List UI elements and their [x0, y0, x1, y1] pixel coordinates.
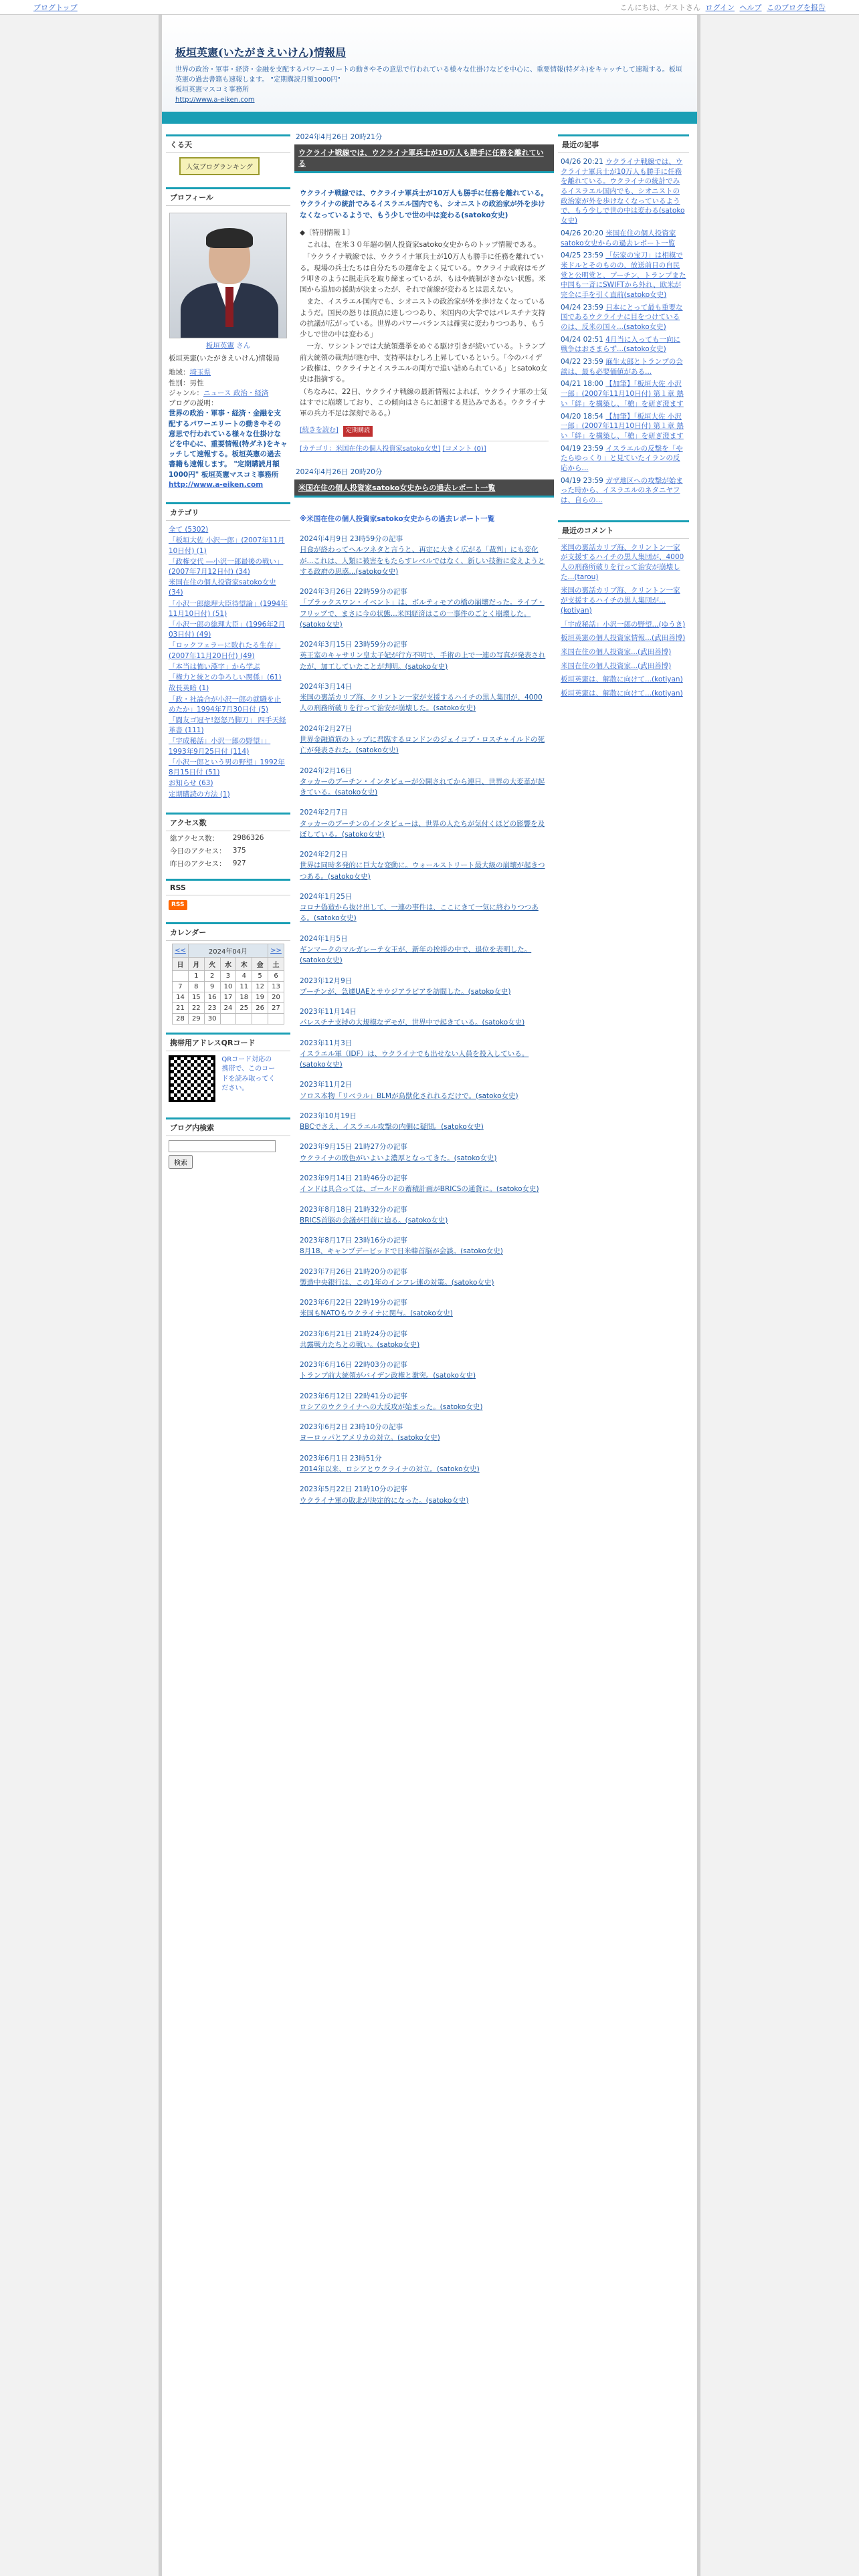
- post-category-link[interactable]: [カテゴリ：米国在住の個人投資家satoko女史]: [300, 445, 441, 453]
- calendar-day: [173, 970, 189, 981]
- calendar-day: 2: [204, 970, 220, 981]
- report-date: 2024年3月26日 22時59分の記事: [300, 588, 407, 597]
- genre-label: ジャンル：: [169, 389, 204, 397]
- recent-post-link[interactable]: 4月当に入っても一向に戦争はおさまらず...(satoko女史): [561, 335, 680, 354]
- rss-icon[interactable]: RSS: [169, 900, 187, 910]
- post-paragraph: ◆〔特別情報１〕: [300, 228, 355, 237]
- post-paragraph: これは、在米３０年超の個人投資家satoko女史からのトップ情報である。: [300, 241, 541, 249]
- calendar-day: [252, 1013, 268, 1024]
- report-link[interactable]: 英王室のキャサリン皇太子妃が行方不明で、手術の上で一連の写真が発表されたが、加工していたことが判明。(satoko女史): [300, 651, 546, 671]
- recent-post-date: 04/19 23:59: [561, 476, 603, 485]
- ranking-button[interactable]: 人気ブログランキング: [179, 157, 260, 175]
- blog-description: 世界の政治・軍事・経済・金融を支配するパワーエリートの動きやその意思で行われている様々な仕掛けなどを中心に、重要情報(特ダネ)をキャッチして速報する。板垣英憲の過去書籍も速報します。 "定期購読月額1000円": [175, 66, 682, 84]
- post-title-link[interactable]: 米国在住の個人投資家satoko女史からの過去レポート一覧: [298, 483, 496, 492]
- post-title: [294, 479, 554, 498]
- report-date: 2024年1月25日: [300, 892, 353, 901]
- read-more-link[interactable]: [続きを読む]: [300, 427, 339, 435]
- report-date: 2023年6月22日 22時19分の記事: [300, 1299, 407, 1307]
- recent-comment-link[interactable]: 米国在住の個人投資家...(武田善博): [561, 661, 672, 670]
- calendar-day: 17: [220, 992, 236, 1002]
- recent-post-item: [561, 303, 686, 332]
- profile-name-link[interactable]: 板垣英憲: [205, 342, 234, 350]
- recent-posts: [558, 153, 689, 512]
- calendar-day: 28: [173, 1013, 189, 1024]
- report-link[interactable]: 2014年以来、ロシアとウクライナの対立。(satoko女史): [300, 1465, 480, 1474]
- report-link[interactable]: 「ブラックスワン・イベント」は、ボルティモアの橋の崩壊だった。ライブ・フリップで、まさに今の状態...米国経済はこの一事件のごとく崩壊した。(satoko女史): [300, 599, 545, 629]
- weekday: 日: [173, 957, 189, 970]
- recent-post-item: [561, 357, 686, 377]
- category-item[interactable]: お知らせ (63): [169, 779, 213, 788]
- rank-section-title: くる天: [166, 134, 290, 153]
- recent-post-item: [561, 157, 686, 226]
- report-link[interactable]: コロナ偽造から抜け出して、一連の事件は、ここにきて一気に終わりつつある。(satoko女史): [300, 903, 539, 923]
- right-sidebar: [558, 126, 689, 1513]
- report-date: 2023年9月15日 21時27分の記事: [300, 1143, 407, 1152]
- calendar-day: 9: [204, 981, 220, 992]
- calendar-day: 20: [268, 992, 284, 1002]
- weekday: 木: [236, 957, 252, 970]
- blog-intro-url[interactable]: http://www.a-eiken.com: [169, 480, 264, 489]
- gender-label: 性別：: [169, 379, 190, 387]
- user-links: [619, 2, 826, 13]
- category-item[interactable]: 「小沢一郎という男の野望」1992年8月15日付 (51): [169, 758, 285, 777]
- report-link[interactable]: プーチンが、急遽UAEとサウジアラビアを訪問した。(satoko女史): [300, 987, 511, 996]
- calendar-day: [268, 1013, 284, 1024]
- qr-instructions: QRコード対応の携帯で、このコードを読み取ってください。: [221, 1055, 276, 1093]
- calendar-prev[interactable]: <<: [175, 946, 186, 954]
- calendar-day: 21: [173, 1002, 189, 1013]
- blog-top-link[interactable]: ブログトップ: [33, 3, 78, 12]
- weekday: 火: [204, 957, 220, 970]
- recent-comment-item: [561, 633, 686, 643]
- recent-comment-link[interactable]: 板垣英憲は、解散に向けて...(kotiyan): [561, 675, 683, 684]
- rss-section-title: RSS: [166, 879, 290, 895]
- calendar-day: 27: [268, 1002, 284, 1013]
- recent-post-item: [561, 335, 686, 354]
- recent-post-link[interactable]: ガザ地区への攻撃が始まった時から、イスラエルのネタニヤフは、自らの...: [561, 476, 683, 504]
- recent-post-link[interactable]: 日本にとって最も重要な国であるウクライナに目をつけているのは、反米の国々...(satoko女史): [561, 303, 683, 331]
- help-link[interactable]: ヘルプ: [739, 3, 762, 12]
- recent-post-item: [561, 412, 686, 441]
- profile-name-line: [169, 341, 288, 351]
- weekday: 土: [268, 957, 284, 970]
- post-paragraph: また、イスラエル国内でも、シオニストの政治家が外を歩けなくなっているようだ。国民の怒りは頂点に達しつつあり、米国内の大学ではパレスチナ支持の抗議が広がっている。世界のパワーバランスは確実に変わりつつあり、もう少しで世の中は変わる」: [300, 298, 545, 339]
- report-date: 2024年2月2日: [300, 851, 348, 859]
- report-link[interactable]: 世界は同時多発的に巨大な変動に。ウォールストリート最大級の崩壊が起きつつある。(satoko女史): [300, 861, 545, 881]
- report-link[interactable]: パレスチナ支持の大規模なデモが、世界中で起きている。(satoko女史): [300, 1018, 525, 1027]
- recent-post-date: 04/25 23:59: [561, 251, 603, 260]
- recent-comment-item: [561, 647, 686, 657]
- recent-post-item: [561, 444, 686, 473]
- genre-link[interactable]: ニュース 政治・経済: [203, 389, 269, 397]
- category-item[interactable]: 「宇成秘話」小沢一郎の野望」」1993年9月25日付 (114): [169, 737, 271, 756]
- recent-post-date: 04/19 23:59: [561, 444, 603, 453]
- report-link[interactable]: ロシアのウクライナへの大反攻が始まった。(satoko女史): [300, 1402, 483, 1411]
- calendar-day: 24: [220, 1002, 236, 1013]
- report-date: 2024年2月27日: [300, 724, 353, 733]
- category-item[interactable]: 「ロックフェラーに敗れたる生存」(2007年11月20日付) (49): [169, 641, 281, 660]
- calendar-section-title: カレンダー: [166, 922, 290, 941]
- recent-comment-link[interactable]: 米国の裏話カリブ海、クリントン一家が支援するハイチの黒人集団が、4000人の刑務所破りを行って治安が崩壊した...(tarou): [561, 543, 684, 581]
- blog-description-office: 板垣英憲マスコミ事務所: [175, 86, 249, 94]
- report-date: 2023年8月18日 21時32分の記事: [300, 1205, 407, 1214]
- gender-value: 男性: [189, 379, 204, 387]
- category-item[interactable]: 故長英暗 (1): [169, 684, 209, 693]
- category-item[interactable]: 米国在住の個人投資家satoko女史 (34): [169, 578, 276, 597]
- recent-post-item: [561, 476, 686, 506]
- report-date: 2023年7月26日 21時20分の記事: [300, 1267, 407, 1276]
- main-content: [294, 126, 554, 1513]
- report-link[interactable]: ギンマークのマルガレーテ女王が、新年の挨拶の中で、退位を表明した。(satoko女史): [300, 945, 532, 965]
- search-button[interactable]: 検索: [169, 1155, 193, 1169]
- recent-comment-link[interactable]: 「宇成秘話」小沢一郎の野望...(ゆうき): [561, 620, 686, 629]
- report-date: 2024年2月16日: [300, 766, 353, 775]
- report-link[interactable]: 8月18、キャンプデービッドで日米韓首脳が会談。(satoko女史): [300, 1247, 503, 1256]
- post-date: 2024年4月26日 20時21分: [296, 133, 383, 141]
- access-value: 927: [232, 859, 246, 868]
- report-date: 2024年3月15日 23時59分の記事: [300, 641, 407, 649]
- category-item[interactable]: 定期購読の方法 (1): [169, 790, 230, 798]
- calendar-day: 19: [252, 992, 268, 1002]
- category-item[interactable]: 「政権交代 ―小沢一郎最後の戦い」(2007年7月12日付) (34): [169, 557, 284, 576]
- recent-post-link[interactable]: 米国在住の個人投資家satoko女史からの過去レポート一覧: [561, 229, 676, 247]
- category-item[interactable]: 「権力と統との争ろしい関係」(61): [169, 673, 282, 682]
- report-date: 2024年3月14日: [300, 682, 353, 691]
- report-date: 2023年11月3日: [300, 1039, 353, 1047]
- category-item[interactable]: 「小沢一郎の総理大臣」(1996年2月03日付) (49): [169, 621, 285, 639]
- calendar-day: 22: [188, 1002, 204, 1013]
- post-title: [294, 144, 554, 173]
- report-link[interactable]: 米国の裏話カリブ海、クリントン一家が支援するハイチの黒人集団が、4000人の刑務所破りを行って治安が崩壊した。(satoko女史): [300, 693, 543, 713]
- recent-comment-item: [561, 543, 686, 582]
- access-label: 昨日のアクセス：: [170, 859, 226, 868]
- weekday: 金: [252, 957, 268, 970]
- post-paragraph: （ちなみに、22日、ウクライナ戦線の最新情報によれば、ウクライナ軍の士気はすでに崩壊しており、この傾向はさらに加速する見込みである。ウクライナ軍の兵力不足は深刻である。）: [300, 387, 547, 418]
- report-link[interactable]: ソロス本物「リベラル」BLMが鳥獣化されれるだけで。(satoko女史): [300, 1091, 518, 1100]
- report-date: 2023年10月19日: [300, 1111, 357, 1120]
- post-paragraph: 一方、ワシントンでは大統領選挙をめぐる駆け引きが続いている。トランプ前大統領の裁判が進む中、支持率はむしろ上昇しているという。「今のバイデン政権は、ウクライナとイスラエルの両方で追い詰められている」とsatoko女史は指摘する。: [300, 342, 548, 384]
- report-date: 2023年6月1日 23時51分: [300, 1454, 382, 1463]
- recent-comment-link[interactable]: 米国在住の個人投資家...(武田善博): [561, 647, 672, 656]
- blog-url-link[interactable]: http://www.a-eiken.com: [175, 96, 255, 104]
- report-link[interactable]: 共露戦力たちとの戦い。(satoko女史): [300, 1340, 420, 1349]
- access-label: 今日のアクセス：: [170, 847, 226, 855]
- top-bar: [0, 0, 859, 15]
- report-link[interactable]: ウクライナの敗色がいよいよ濃厚となってきた。(satoko女史): [300, 1154, 497, 1162]
- calendar-day: 1: [188, 970, 204, 981]
- report-link[interactable]: このブログを报告: [767, 3, 826, 12]
- report-link[interactable]: 製造中央銀行は、この1年のインフレ連の対策。(satoko女史): [300, 1278, 494, 1287]
- recent-comment-item: [561, 689, 686, 699]
- category-item[interactable]: 「小沢一郎総理大臣待望論」(1994年11月10日付) (51): [169, 599, 288, 618]
- recent-post-date: 04/26 20:20: [561, 229, 603, 237]
- category-list: [166, 521, 290, 804]
- login-link[interactable]: ログイン: [705, 3, 735, 12]
- category-item[interactable]: 「政・社論合が小沢一郎の就職を止めたか」1994年7月30日付 (5): [169, 695, 281, 714]
- category-item[interactable]: 「板垣大佐 小沢一郎」(2007年11月10日付) (1): [169, 536, 285, 555]
- calendar-day: 29: [188, 1013, 204, 1024]
- recent-post-item: [561, 229, 686, 248]
- profile-section-title: プロフィール: [166, 187, 290, 206]
- search-section-title: ブログ内検索: [166, 1117, 290, 1136]
- post-paragraph: 「ウクライナ戦線では、ウクライナ軍兵士が10万人も勝手に任務を離れている。現場の兵士たちは自分たちの運命をよく見ている。ウクライナ政府はモグラ叩きのように脱走兵を取り締まっているが、もはや統制がきかない状態。米国から追加の援助が決まったが、それで前線が変わるとは思えない。: [300, 253, 546, 294]
- report-date: 2023年12月9日: [300, 976, 353, 985]
- post-comment-link[interactable]: [コメント (0)]: [442, 445, 486, 453]
- calendar-day: 5: [252, 970, 268, 981]
- calendar-day: 12: [252, 981, 268, 992]
- recent-post-date: 04/24 02:51: [561, 335, 603, 344]
- recent-comment-link[interactable]: 板垣英憲は、解散に向けて...(kotiyan): [561, 689, 683, 697]
- calendar-day: 30: [204, 1013, 220, 1024]
- category-item[interactable]: 「闘友ゴ冠ヤ!怒怒乃脚刀」 四手天経革書 (111): [169, 716, 286, 735]
- recent-post-date: 04/22 23:59: [561, 358, 603, 366]
- report-link[interactable]: BBCでさえ、イスラエル攻撃の内側に疑問。(satoko女史): [300, 1123, 484, 1132]
- calendar-day: 18: [236, 992, 252, 1002]
- report-link[interactable]: BRICS首脳の会議が目前に迫る。(satoko女史): [300, 1216, 448, 1224]
- recent-comments-title: 最近のコメント: [558, 520, 689, 539]
- subscription-badge: 定期購読: [343, 426, 373, 437]
- profile-san: さん: [236, 342, 251, 350]
- calendar-day: 8: [188, 981, 204, 992]
- report-link[interactable]: トランプ前大統領がバイデン政権と激突。(satoko女史): [300, 1372, 476, 1380]
- calendar-day: 16: [204, 992, 220, 1002]
- report-link[interactable]: 日食が終わってヘルツネタと言うと、再定に大きく広がる「裁判」にも変化が...これは、人類に被害をもたらすレベルではなく、新しい技術に変えようとする政府の思惑...(satoko女史): [300, 546, 545, 576]
- calendar-day: 3: [220, 970, 236, 981]
- weekday: 月: [188, 957, 204, 970]
- report-date: 2023年8月17日 23時16分の記事: [300, 1237, 407, 1245]
- calendar-day: 13: [268, 981, 284, 992]
- qr-section-title: 携帯用アドレスQRコード: [166, 1033, 290, 1051]
- report-date: 2023年9月14日 21時46分の記事: [300, 1174, 407, 1182]
- post-text: [300, 227, 549, 419]
- category-section-title: カテゴリ: [166, 502, 290, 521]
- blog-intro-label: ブログの説明：: [169, 399, 218, 408]
- report-date: 2023年6月16日 22時03分の記事: [300, 1361, 407, 1370]
- report-link[interactable]: 米国もNATOもウクライナに関与。(satoko女史): [300, 1309, 453, 1318]
- recent-post-link[interactable]: イスラエルの反撃を「やたらゆっくり」と見ていたイランの反応から...: [561, 444, 683, 472]
- calendar-day: [220, 1013, 236, 1024]
- report-date: 2024年4月9日 23時59分の記事: [300, 535, 403, 544]
- access-section-title: アクセス数: [166, 813, 290, 831]
- recent-post-date: 04/20 18:54: [561, 412, 603, 421]
- blog-title-link[interactable]: 板垣英憲(いたがきえいけん)情報局: [175, 46, 347, 59]
- recent-post-date: 04/21 18:00: [561, 380, 603, 389]
- report-link[interactable]: タッカーのプーチンのインタビューは、世界の人たちが気付くほどの影響を及ぼしている。(satoko女史): [300, 819, 545, 839]
- recent-posts-title: 最近の記事: [558, 134, 689, 153]
- recent-comment-item: [561, 675, 686, 685]
- weekday: 水: [220, 957, 236, 970]
- report-date: 2024年2月7日: [300, 809, 348, 817]
- recent-post-item: [561, 379, 686, 409]
- blog-search-input[interactable]: [169, 1140, 276, 1152]
- calendar-day: 7: [173, 981, 189, 992]
- recent-post-link[interactable]: 麻生太郎とトランプの会談は、最も必要価値がある...: [561, 358, 683, 376]
- calendar-day: [236, 1013, 252, 1024]
- profile-section: [166, 206, 290, 494]
- calendar-day: 11: [236, 981, 252, 992]
- report-link[interactable]: イスラエル軍（IDF）は、ウクライナでも出せない人員を投入している。(satoko女史): [300, 1049, 529, 1069]
- recent-post-link[interactable]: ウクライナ戦線では、ウクライナ軍兵士が10万人も勝手に任務を離れている。ウクライナの統計でみるイスラエル国内でも、シオニストの政治家が外を歩けなくなっているようで、もう少しで世の中は変わる(satoko女史): [561, 158, 685, 225]
- recent-post-link[interactable]: 「伝家の宝刀」は相模で米ドルとそのものの、放送前日の自民党と公明党と、プーチン、トランプまた中国も一斉にSWIFTから外れ、欧米が完全に手を引く直前(satoko女史): [561, 251, 686, 299]
- category-item[interactable]: 「本当は怖い漢字」から学ぶ: [169, 662, 260, 671]
- recent-comment-link[interactable]: 板垣英憲の個人投資家情報...(武田善博): [561, 634, 686, 643]
- report-date: 2024年1月5日: [300, 934, 348, 943]
- blog-header: [162, 15, 697, 124]
- post-lead: ウクライナ戦線では、ウクライナ軍兵士が10万人も勝手に任務を離れている。ウクライナの統計でみるイスラエル国内でも、シオニストの政治家が外を歩けなくなっているようで、もう少しで世の中は変わる(satoko女史): [300, 189, 548, 219]
- post-body: [294, 173, 554, 461]
- blog-intro-text: 世界の政治・軍事・経済・金融を支配するパワーエリートの動きやその意思で行われている様々な仕掛けなどを中心に、重要情報(特ダネ)をキャッチして速報する。板垣英憲の過去書籍も速報します。 "定期購読月額1000円" 板垣英憲マスコミ事務所: [169, 409, 288, 479]
- calendar-day: 4: [236, 970, 252, 981]
- calendar-day: 10: [220, 981, 236, 992]
- calendar-day: 23: [204, 1002, 220, 1013]
- report-link[interactable]: 世界金融道筋のトップに君臨するロンドンのジェイコブ・ロスチャイルドの死亡が発表された。(satoko女史): [300, 736, 545, 755]
- report-link[interactable]: タッカーのプーチン・インタビューが公開されてから連日、世界の大変革が起きている。(satoko女史): [300, 777, 545, 797]
- calendar-day: 25: [236, 1002, 252, 1013]
- access-counter: [166, 831, 268, 871]
- location-label: 地域：: [169, 368, 190, 377]
- page-wrapper: [159, 15, 700, 2576]
- calendar-next[interactable]: >>: [270, 946, 282, 954]
- recent-post-date: 04/24 23:59: [561, 303, 603, 312]
- report-date: 2023年6月2日 23時10分の記事: [300, 1423, 403, 1432]
- calendar-day: 14: [173, 992, 189, 1002]
- recent-post-link[interactable]: 【加筆】「板垣大佐 小沢一郎」(2007年11月10日付) 第１章 熱い「絆」を構築し、「槍」を研ぎ澄ます: [561, 380, 684, 408]
- report-link[interactable]: ヨーロッパとアメリカの対立。(satoko女史): [300, 1434, 440, 1442]
- recent-post-link[interactable]: 【加筆】「板垣大佐 小沢一郎」(2007年11月10日付) 第１章 熱い「絆」を構築し、「槍」を研ぎ澄ます: [561, 412, 684, 440]
- report-list-heading: ※米国在住の個人投資家satoko女史からの過去レポート一覧: [300, 514, 495, 523]
- report-date: 2023年6月21日 21時24分の記事: [300, 1329, 407, 1338]
- post-body-reports: [294, 498, 554, 1513]
- left-sidebar: [166, 126, 290, 1513]
- recent-comment-item: [561, 586, 686, 615]
- category-item[interactable]: 全て (5302): [169, 526, 209, 534]
- greeting-text: こんにちは、ゲストさん: [619, 3, 701, 12]
- calendar-day: 26: [252, 1002, 268, 1013]
- access-value: 2986326: [232, 834, 264, 843]
- recent-comment-link[interactable]: 米国の裏話カリブ海、クリントン一家が支援するハイチの黒人集団が...(kotiyan): [561, 586, 680, 615]
- report-list: [300, 534, 549, 1506]
- blog-title: [175, 44, 684, 60]
- report-date: 2023年11月2日: [300, 1081, 353, 1089]
- location-link[interactable]: 埼玉県: [189, 368, 211, 377]
- access-label: 総アクセス数：: [170, 834, 219, 843]
- post-date: 2024年4月26日 20時20分: [296, 467, 383, 476]
- calendar-day: 6: [268, 970, 284, 981]
- recent-comment-item: [561, 661, 686, 671]
- qr-code-icon: [169, 1055, 215, 1102]
- access-value: 375: [232, 847, 246, 855]
- recent-post-date: 04/26 20:21: [561, 158, 603, 166]
- post-title-link[interactable]: ウクライナ戦線では、ウクライナ軍兵士が10万人も勝手に任務を離れている: [298, 148, 544, 168]
- calendar-day: 15: [188, 992, 204, 1002]
- recent-post-item: [561, 251, 686, 300]
- recent-comments: [558, 539, 689, 707]
- recent-comment-item: [561, 620, 686, 630]
- report-date: 2023年11月14日: [300, 1008, 357, 1016]
- report-date: 2023年6月12日 22時41分の記事: [300, 1392, 407, 1400]
- calendar-caption: 2024年04月: [188, 944, 268, 957]
- report-link[interactable]: インドは具合っては、ゴールドの蓄積計画がBRICSの通貨に。(satoko女史): [300, 1185, 539, 1194]
- calendar: [172, 944, 284, 1025]
- profile-photo: [169, 213, 287, 338]
- report-date: 2023年5月22日 21時10分の記事: [300, 1485, 407, 1494]
- profile-blog-name: 板垣英憲(いたがきえいけん)情報局: [169, 354, 280, 363]
- report-link[interactable]: ウクライナ軍の敗北が決定的になった。(satoko女史): [300, 1496, 469, 1505]
